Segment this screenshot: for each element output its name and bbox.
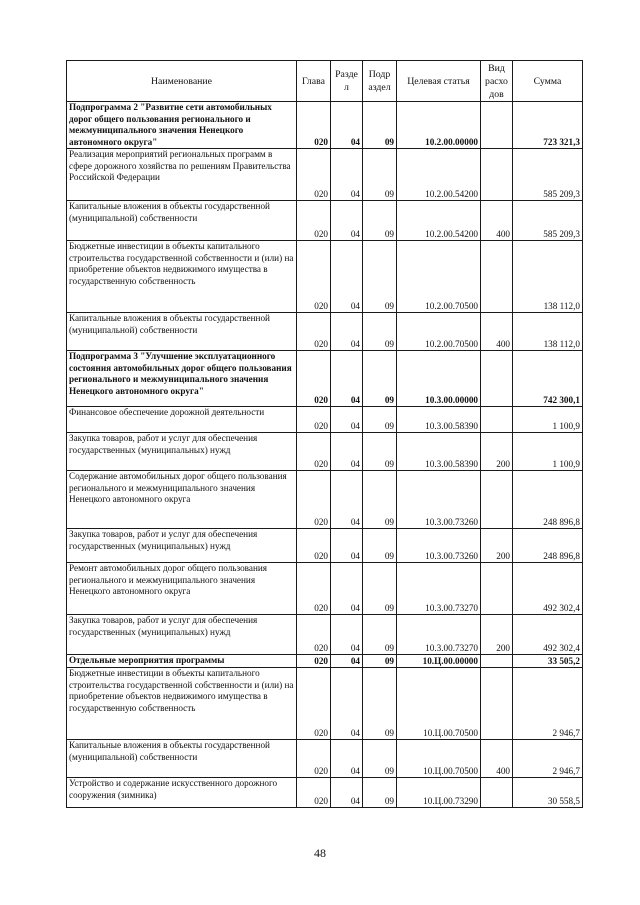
row-amount-cell: 248 896,8	[513, 529, 583, 563]
row-chapter-cell: 020	[297, 433, 331, 471]
row-section-cell: 04	[331, 655, 363, 668]
row-amount-cell: 30 558,5	[513, 778, 583, 808]
row-amount-cell: 723 321,3	[513, 102, 583, 149]
row-subsection-cell: 09	[363, 778, 397, 808]
row-expense-type-cell: 400	[481, 201, 513, 241]
row-name-cell: Закупка товаров, работ и услуг для обеспечения государственных (муниципальных) нужд	[67, 433, 297, 471]
row-target-cell: 10.2.00.54200	[397, 201, 481, 241]
row-name-cell: Отдельные мероприятия программы	[67, 655, 297, 668]
row-subsection-cell: 09	[363, 655, 397, 668]
row-target-cell: 10.Ц.00.00000	[397, 655, 481, 668]
row-amount-cell: 138 112,0	[513, 241, 583, 313]
row-expense-type-cell	[481, 563, 513, 615]
table-row	[67, 149, 583, 201]
row-name-cell: Финансовое обеспечение дорожной деятельности	[67, 407, 297, 433]
table-row	[67, 615, 583, 655]
row-expense-type-cell	[481, 407, 513, 433]
page-number: 48	[314, 846, 326, 860]
row-amount-cell: 742 300,1	[513, 351, 583, 407]
row-name-cell: Реализация мероприятий региональных программ в сфере дорожного хозяйства по решениям Правительства Российской Федерации	[67, 149, 297, 201]
row-amount-cell: 492 302,4	[513, 615, 583, 655]
row-subsection-cell: 09	[363, 529, 397, 563]
row-target-cell: 10.2.00.70500	[397, 313, 481, 351]
row-chapter-cell: 020	[297, 615, 331, 655]
row-amount-cell: 1 100,9	[513, 407, 583, 433]
row-target-cell: 10.2.00.70500	[397, 241, 481, 313]
row-expense-type-cell	[481, 149, 513, 201]
row-expense-type-cell: 400	[481, 313, 513, 351]
row-target-cell: 10.Ц.00.70500	[397, 668, 481, 740]
row-subsection-cell: 09	[363, 471, 397, 529]
row-amount-cell: 33 505,2	[513, 655, 583, 668]
header-expense-type: Вид расхо дов	[481, 61, 513, 102]
row-section-cell: 04	[331, 615, 363, 655]
row-subsection-cell: 09	[363, 102, 397, 149]
row-name-cell: Бюджетные инвестиции в объекты капитального строительства государственной собственности и (или) на приобретение объектов недвижимого имущества в государственную собственность	[67, 241, 297, 313]
row-subsection-cell: 09	[363, 740, 397, 778]
row-target-cell: 10.3.00.58390	[397, 433, 481, 471]
table-row	[67, 433, 583, 471]
row-expense-type-cell: 200	[481, 529, 513, 563]
row-amount-cell: 248 896,8	[513, 471, 583, 529]
header-section: Разде л	[331, 61, 363, 102]
row-chapter-cell: 020	[297, 668, 331, 740]
row-amount-cell: 2 946,7	[513, 668, 583, 740]
row-amount-cell: 585 209,3	[513, 201, 583, 241]
table-row	[67, 201, 583, 241]
row-chapter-cell: 020	[297, 149, 331, 201]
row-target-cell: 10.Ц.00.70500	[397, 740, 481, 778]
row-target-cell: 10.3.00.73260	[397, 529, 481, 563]
row-amount-cell: 492 302,4	[513, 563, 583, 615]
row-chapter-cell: 020	[297, 201, 331, 241]
row-name-cell: Ремонт автомобильных дорог общего пользования регионального и межмуниципального значения Ненецкого автономного округа	[67, 563, 297, 615]
row-subsection-cell: 09	[363, 201, 397, 241]
row-expense-type-cell	[481, 778, 513, 808]
table-row	[67, 563, 583, 615]
row-name-cell: Подпрограмма 3 "Улучшение эксплуатационного состояния автомобильных дорог общего пользования регионального и межмуниципального значения Ненецкого автономного округа"	[67, 351, 297, 407]
row-target-cell: 10.3.00.73260	[397, 471, 481, 529]
row-expense-type-cell	[481, 351, 513, 407]
row-section-cell: 04	[331, 407, 363, 433]
table-row	[67, 740, 583, 778]
table-row	[67, 529, 583, 563]
row-section-cell: 04	[331, 102, 363, 149]
header-subsection: Подр аздел	[363, 61, 397, 102]
row-target-cell: 10.3.00.58390	[397, 407, 481, 433]
row-subsection-cell: 09	[363, 433, 397, 471]
row-chapter-cell: 020	[297, 778, 331, 808]
row-subsection-cell: 09	[363, 668, 397, 740]
table-row	[67, 778, 583, 808]
row-chapter-cell: 020	[297, 351, 331, 407]
row-section-cell: 04	[331, 471, 363, 529]
row-subsection-cell: 09	[363, 615, 397, 655]
row-target-cell: 10.Ц.00.73290	[397, 778, 481, 808]
row-subsection-cell: 09	[363, 313, 397, 351]
row-target-cell: 10.2.00.00000	[397, 102, 481, 149]
row-subsection-cell: 09	[363, 241, 397, 313]
row-chapter-cell: 020	[297, 102, 331, 149]
table-row	[67, 241, 583, 313]
header-amount: Сумма	[513, 61, 583, 102]
row-name-cell: Закупка товаров, работ и услуг для обеспечения государственных (муниципальных) нужд	[67, 615, 297, 655]
row-target-cell: 10.2.00.54200	[397, 149, 481, 201]
row-section-cell: 04	[331, 241, 363, 313]
row-subsection-cell: 09	[363, 563, 397, 615]
row-target-cell: 10.3.00.00000	[397, 351, 481, 407]
row-section-cell: 04	[331, 563, 363, 615]
row-expense-type-cell	[481, 668, 513, 740]
table-row	[67, 407, 583, 433]
row-expense-type-cell	[481, 102, 513, 149]
header-chapter: Глава	[297, 61, 331, 102]
row-expense-type-cell: 200	[481, 615, 513, 655]
row-section-cell: 04	[331, 668, 363, 740]
row-chapter-cell: 020	[297, 313, 331, 351]
row-section-cell: 04	[331, 313, 363, 351]
row-amount-cell: 1 100,9	[513, 433, 583, 471]
row-amount-cell: 2 946,7	[513, 740, 583, 778]
row-amount-cell: 138 112,0	[513, 313, 583, 351]
row-expense-type-cell: 200	[481, 433, 513, 471]
budget-table	[66, 60, 583, 808]
table-row	[67, 102, 583, 149]
row-chapter-cell: 020	[297, 529, 331, 563]
row-chapter-cell: 020	[297, 241, 331, 313]
table-row	[67, 471, 583, 529]
row-name-cell: Подпрограмма 2 "Развитие сети автомобильных дорог общего пользования регионального и межмуниципального значения Ненецкого автономного округа"	[67, 102, 297, 149]
row-amount-cell: 585 209,3	[513, 149, 583, 201]
header-target: Целевая статья	[397, 61, 481, 102]
row-expense-type-cell	[481, 471, 513, 529]
table-row	[67, 655, 583, 668]
row-chapter-cell: 020	[297, 471, 331, 529]
row-name-cell: Капитальные вложения в объекты государственной (муниципальной) собственности	[67, 201, 297, 241]
row-section-cell: 04	[331, 351, 363, 407]
row-subsection-cell: 09	[363, 407, 397, 433]
table-row	[67, 668, 583, 740]
row-section-cell: 04	[331, 740, 363, 778]
row-chapter-cell: 020	[297, 407, 331, 433]
row-name-cell: Бюджетные инвестиции в объекты капитального строительства государственной собственности и (или) на приобретение объектов недвижимого имущества в государственную собственность	[67, 668, 297, 740]
row-target-cell: 10.3.00.73270	[397, 563, 481, 615]
row-chapter-cell: 020	[297, 655, 331, 668]
row-name-cell: Содержание автомобильных дорог общего пользования регионального и межмуниципального значения Ненецкого автономного округа	[67, 471, 297, 529]
table-header-row	[67, 61, 583, 102]
row-expense-type-cell	[481, 655, 513, 668]
row-section-cell: 04	[331, 433, 363, 471]
table-row	[67, 313, 583, 351]
row-expense-type-cell	[481, 241, 513, 313]
row-target-cell: 10.3.00.73270	[397, 615, 481, 655]
row-section-cell: 04	[331, 529, 363, 563]
row-name-cell: Капитальные вложения в объекты государственной (муниципальной) собственности	[67, 740, 297, 778]
row-subsection-cell: 09	[363, 149, 397, 201]
row-name-cell: Закупка товаров, работ и услуг для обеспечения государственных (муниципальных) нужд	[67, 529, 297, 563]
row-chapter-cell: 020	[297, 563, 331, 615]
row-section-cell: 04	[331, 149, 363, 201]
row-section-cell: 04	[331, 201, 363, 241]
row-subsection-cell: 09	[363, 351, 397, 407]
row-chapter-cell: 020	[297, 740, 331, 778]
table-row	[67, 351, 583, 407]
row-name-cell: Капитальные вложения в объекты государственной (муниципальной) собственности	[67, 313, 297, 351]
header-name: Наименование	[67, 61, 297, 102]
row-name-cell: Устройство и содержание искусственного дорожного сооружения (зимника)	[67, 778, 297, 808]
row-expense-type-cell: 400	[481, 740, 513, 778]
row-section-cell: 04	[331, 778, 363, 808]
